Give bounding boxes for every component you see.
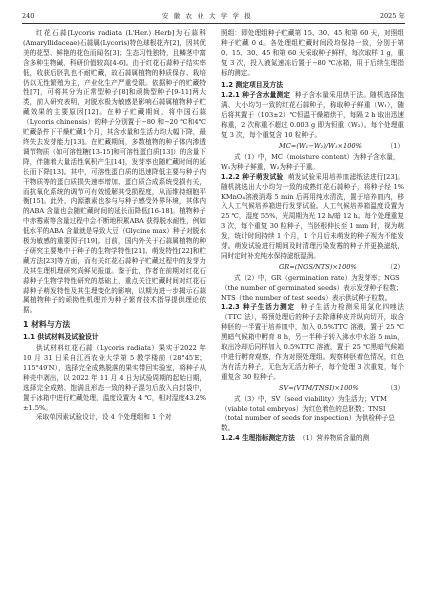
subsection-heading-1-1: 1.1 供试材料及试验设计	[23, 333, 99, 342]
formula-3-number: （3）	[386, 383, 404, 392]
heading-1-2-4: 1.2.4 生理指标测定方法	[221, 434, 295, 443]
germination-text: 萌发试验采用培养皿滤纸法进行[23]。随机挑选出大小均匀一致的成熟红花石蒜种子，将种子经 1% KMnO₄溶液消毒 5 min 后再用纯水清洗，置于培养皿内，移入人工气候培养箱进行发芽试验。人工气候培养箱温度设置为 25 ℃，湿度 55%，光周期为光 12 h/暗 12 h。每个处理重复 3 次，每个重复 30 粒种子，当胚根伸长至 1 mm 时，视为萌发，统计时间持续 1 个月，1 个月后未萌发的种子视为不能发芽。萌发试验进行期间及时清理污染发霉的种子并更换滤纸，同时定时补充纯水保持滤纸湿润。	[221, 172, 404, 260]
formula-3-explanation: 式（3）中，SV（seed viability）为生活力；VTM（viable total embryos）为红色着色的总胚数；TNSI（total number of seeds for inspection）为供检种子总数。	[221, 394, 395, 433]
heading-1-2-2: 1.2.2 种子萌发试验	[221, 172, 284, 181]
viability-paragraph	[221, 303, 404, 382]
viability-text: 种子生活力检测采用氯化四唑法（TTC 法），将预处理后的种子去除薄种皮并纵向切开，取含种胚的一半置于培养皿中，加入 0.5%TTC 溶液，置于 25 ℃黑暗气候箱中孵育 8 h，另一半种子转入沸水中水浴 5 min，取出冷却后同样加入 0.5%TTC 溶液，置于 25 ℃黑暗气候箱中进行孵育观察，作为对照处理组。观察种胚着色情况，红色为有活力种子，无色为无活力种子，每个处理 3 次重复，每个重复含 30 粒种子。	[221, 303, 404, 381]
formula-1-explanation: 式（1）中，MC（moisture content）为种子含水量，W₁为种子鲜重，W₂为种子干重。	[221, 152, 400, 171]
heading-1-2-3: 1.2.3 种子生活力测定	[221, 303, 295, 312]
moisture-content-text: 种子含水量采用烘干法。随机选择饱满、大小均匀一致的红花石蒜种子，称取种子鲜重（W₁），随后将其置于（103±2）℃恒温干燥箱烘干，每隔 2 h 取出迅速称重，2 次称重不超过 0.003 g 即为恒重（W₂）。每个处理重复 3 次，每个重复含 10 粒种子。	[221, 91, 404, 140]
formula-2-explanation: 式（2）中，GR（germination rate）为发芽率；NGS（the number of germinated seeds）表示发芽种子粒数；NTS（the number of test seeds）表示供试种子粒数。	[221, 273, 403, 302]
left-column	[23, 29, 206, 423]
page-number: 240	[22, 11, 35, 20]
subsection-heading-1-2: 1.2 测定项目及方法	[221, 80, 283, 89]
formula-1-number: （1）	[386, 141, 404, 150]
formula-3	[221, 384, 404, 394]
formula-1-expression: MC=(W₁−W₂)/W₁×100%	[279, 141, 362, 150]
physiology-paragraph	[221, 434, 404, 444]
formula-1	[221, 142, 404, 152]
section-heading-materials-methods: 1 材料与方法	[23, 320, 71, 330]
journal-year: 2025 年	[379, 12, 405, 20]
formula-2-expression: GR=(NGS/NTS)×100%	[279, 262, 357, 271]
continued-paragraph: 照组：即处理组种子贮藏第 15、30、45 和第 60 天，对照组种子贮藏 0 d。各处理组贮藏时间段均保持一致，分别于第 0、15、30、45 和第 60 天采取种子鲜样，每次取样 1 g，重复 3 次，投入液氮速冻后置于−80 ℃冰箱，用于后续生理指标的测定。	[221, 29, 404, 77]
formula-3-expression: SV=(VTM/TNSI)×100%	[279, 383, 359, 392]
heading-1-2-1: 1.2.1 种子含水量测定	[221, 91, 291, 100]
design-paragraph: 采取单因素试验设计，设 4 个处理组和 1 个对	[36, 413, 172, 422]
formula-2-number: （2）	[386, 262, 404, 271]
header-rule	[22, 23, 405, 24]
formula-2	[221, 263, 404, 273]
germination-paragraph	[221, 173, 404, 262]
intro-paragraph: 红花石蒜[Lycoris radiata (L'Her.) Herb]为石蒜科(Amaryllidaceae)石蒜属(Lycoris)特色球根花卉[2]，因其优美的花型、鲜艳的花色而闻名[3]；生态习性独特，且鳞茎中富含多种生物碱，科研价值较高[4-6]。由于红花石蒜种子结实率低，收获后胚乳也不耐贮藏，故石蒜属植物的种质保存、栽培仍以无性繁殖为主，产业化生产严重受限。依据种子的贮藏特性[7]，可将其分为正常型种子[8]和顽拗型种子[9-11]两大类，前人研究表明，对脱水极为敏感是影响石蒜属植物种子贮藏效果的主要原因[12]。在种子贮藏期间，将中国石蒜（Lycoris chinensis）的种子分别置于−80 和−20 ℃和4℃贮藏条件下干燥贮藏1个月，其含水量和生活力均大幅下降，最终失去发芽能力[13]。在贮藏期间，多数植物的种子体内渗透调节物质（如可溶性糖[13-15]和可溶性蛋白质[13]）的含量下降，伴随着大量活性氧积产生[14]，发芽率也随贮藏时间的延长而下降[13]。其中，可溶性蛋白质的迅速降低主要与种子内干物质等的蛋白质损失速率增加、蛋白质合成系统受损有关，而抗氧化系统的调节可有效缓解其受损程度，从而维持细胞平衡[15]。此外，内源激素也参与与种子感受外界环境，其体内的ABA 含量也会随贮藏时间的延长而降低[16-18]。植物种子中赤霉素等含量过程中会不断地积累ABA 获得脱水耐性，例如低水平的ABA 含量就是导致大豆（Glycine max）种子对脱水极为敏感的重要因子[19]。目前，国内外关于石蒜属植物的种子研究主要集中于种子的生物学特性[21]、萌发特性[22]和贮藏方法[23]等方面，而有关红花石蒜种子贮藏过程中的发芽力及其生理机理研究尚鲜见报道。鉴于此，作者在前期对红花石蒜种子生物学特性研究的基础上，重点关注贮藏时间对红花石蒜种子萌发特性及其生理变化的影响，以期为进一步揭示石蒜属植物种子的顽拗性机理并为种子繁育技术指导提供理论依据。	[23, 29, 206, 315]
moisture-content-paragraph	[221, 91, 404, 141]
physiology-text: （1）营养物质含量的测	[299, 434, 370, 443]
right-column	[221, 29, 404, 444]
running-header	[22, 10, 405, 21]
materials-paragraph: 供试材料红花石蒜（Lycoris radiata）果实于2022 年 10 月 31 日采自江西农业大学第 5 教学楼前（28°45′E；115°49′N），选择完全成熟脱落的果实带回实验室，将种子从种壳中剥出，以 2022 年 11 月 4 日为试验周期的起始日期，选择完全成熟、饱满且形态一致的种子混匀后放入自封袋中，置于冰箱中进行贮藏处理，温度设置为 4 ℃，相对湿度43.2%±1.5%。	[23, 344, 206, 412]
journal-title: 安 徽 农 业 大 学 学 报	[161, 12, 253, 20]
